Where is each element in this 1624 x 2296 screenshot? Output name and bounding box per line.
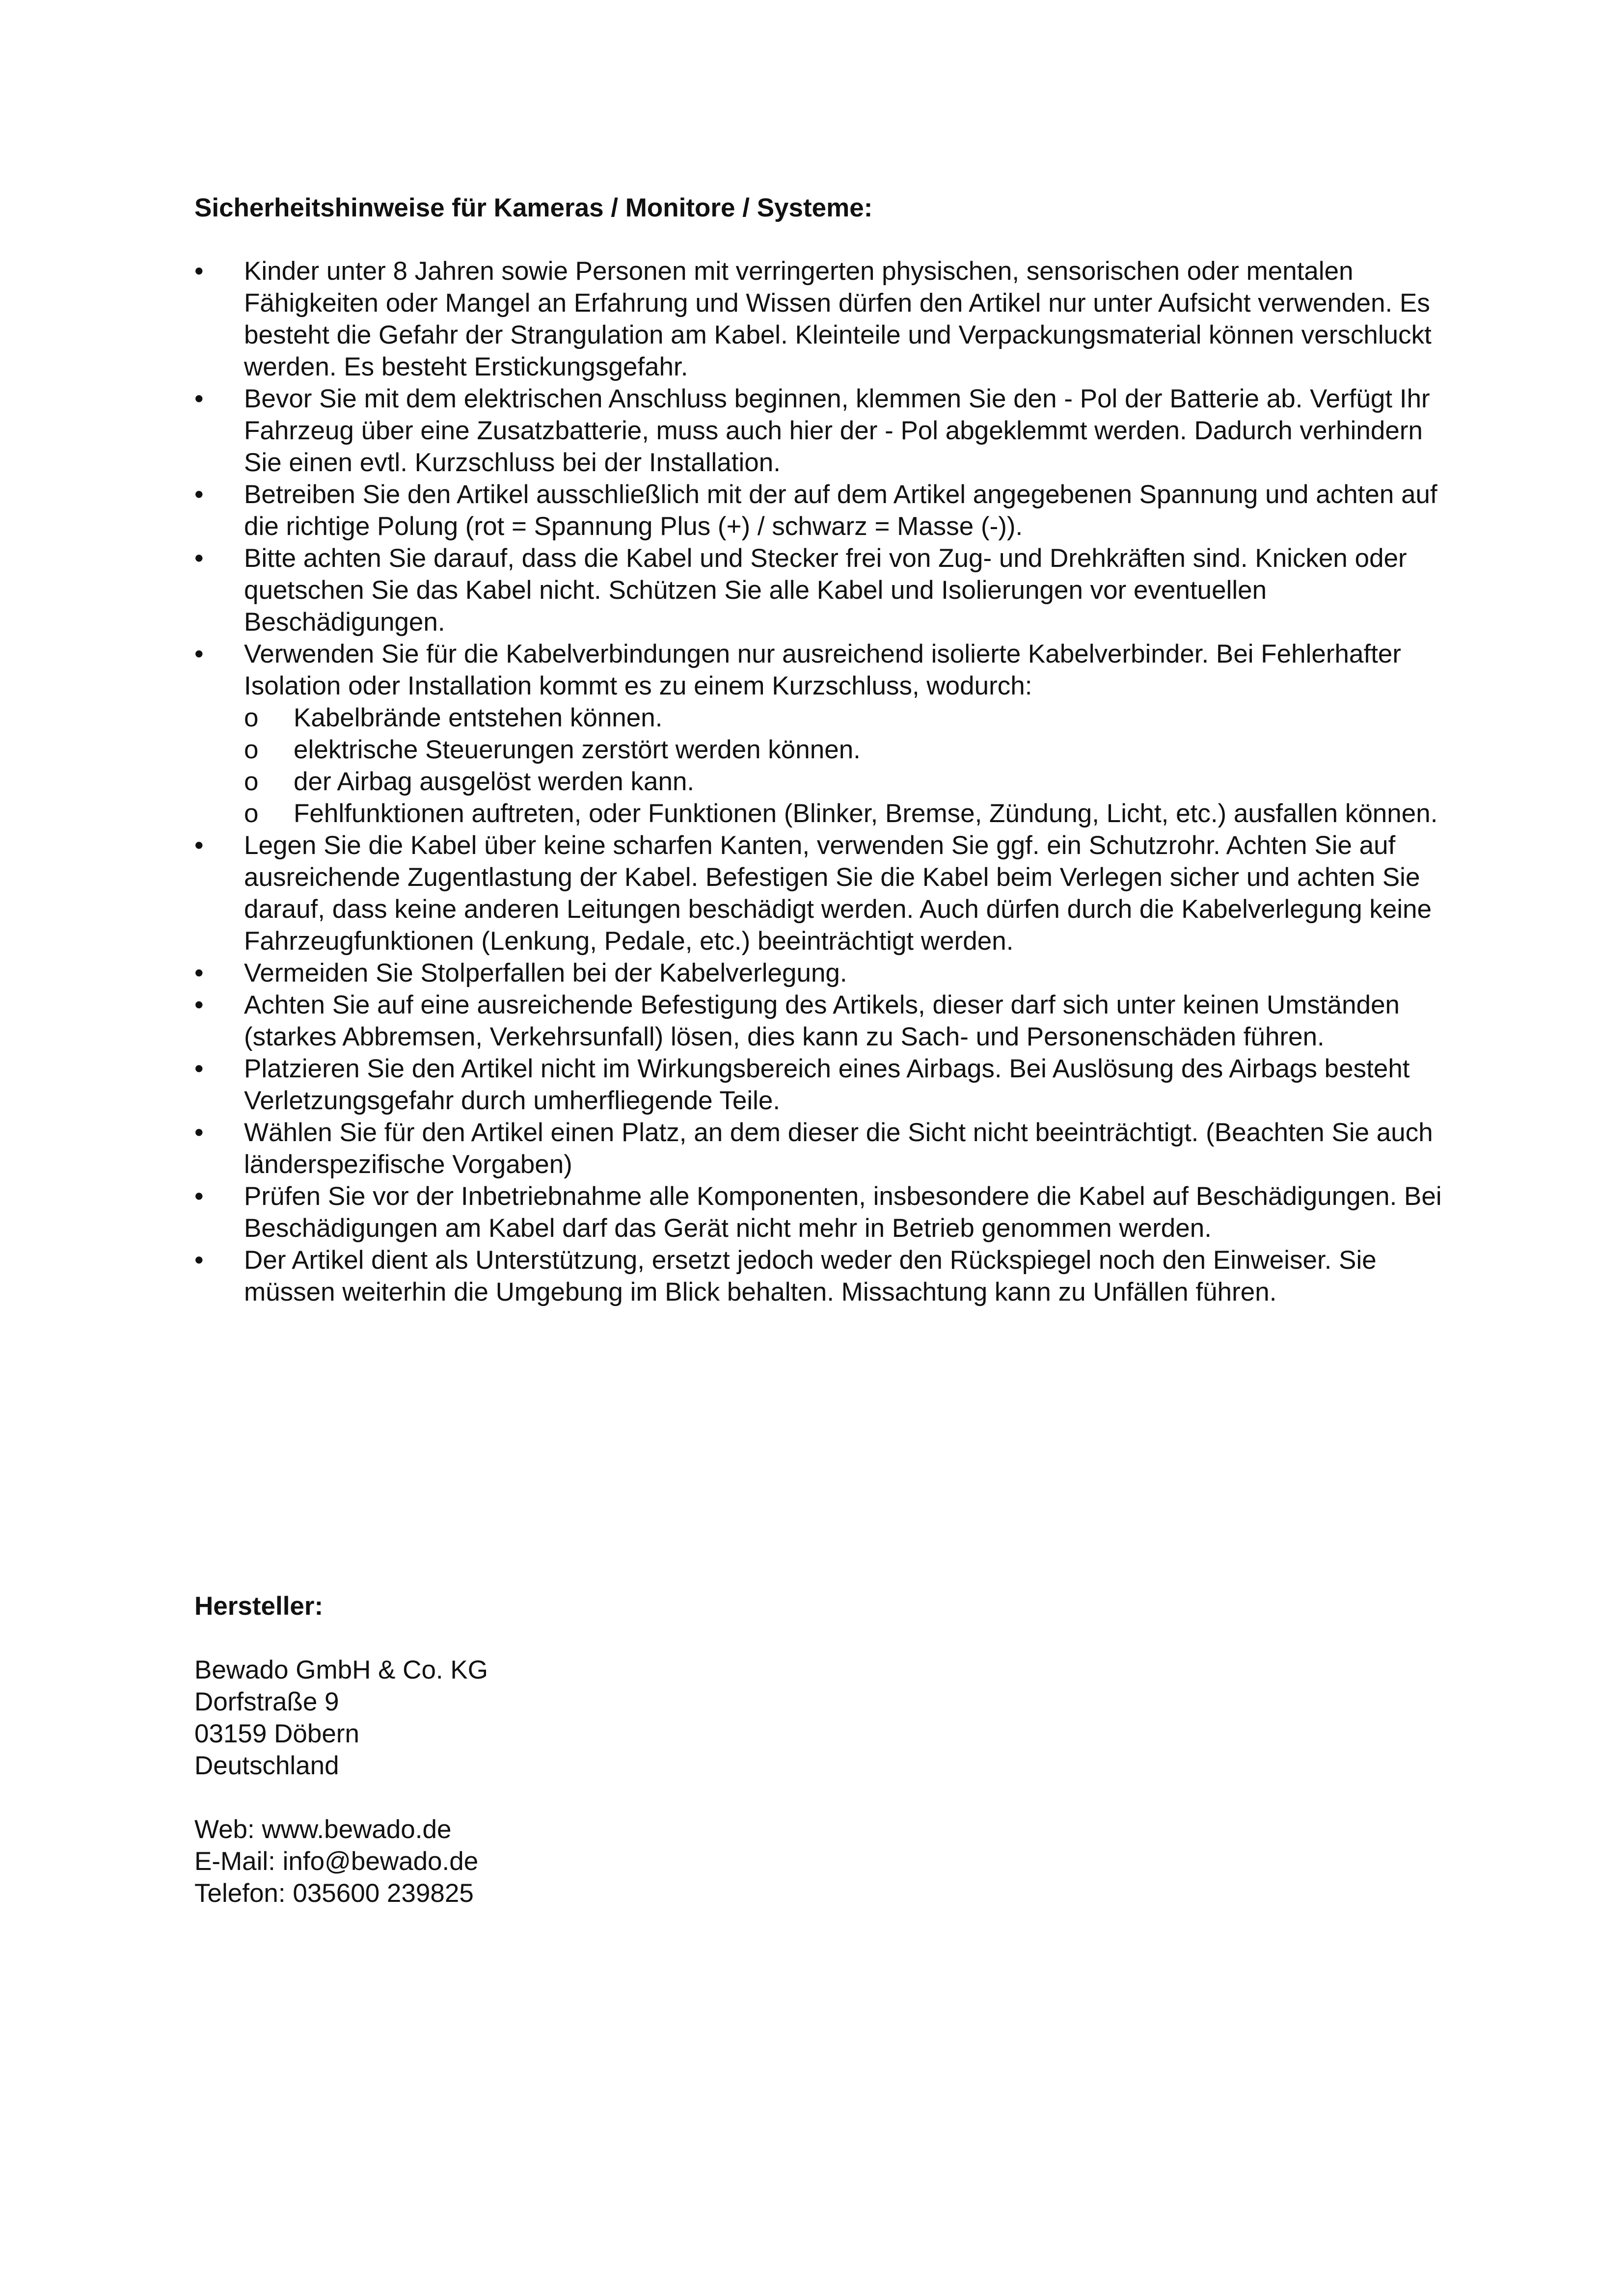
safety-item-text: Vermeiden Sie Stolperfallen bei der Kabelverlegung.: [244, 959, 847, 988]
country: Deutschland: [194, 1751, 339, 1780]
safety-item-text: Bitte achten Sie darauf, dass die Kabel und Stecker frei von Zug- und Drehkräften sind. Knicken oder quetschen Sie das Kabel nicht. Schützen Sie alle Kabel und Isolierungen vor eventuellen Beschädigungen.: [244, 544, 1407, 637]
company-name: Bewado GmbH & Co. KG: [194, 1655, 488, 1684]
safety-sub-list-item: [244, 766, 1451, 798]
safety-list-item: [194, 1180, 1451, 1244]
safety-list-item: [194, 829, 1451, 957]
safety-heading: Sicherheitshinweise für Kameras / Monitore / Systeme:: [194, 193, 873, 222]
phone-number: Telefon: 035600 239825: [194, 1879, 474, 1908]
safety-sub-item-text: der Airbag ausgelöst werden kann.: [294, 767, 695, 796]
safety-list: [194, 255, 1451, 1308]
safety-item-text: Wählen Sie für den Artikel einen Platz, an dem dieser die Sicht nicht beeinträchtigt. (Beachten Sie auch länderspezifische Vorgaben): [244, 1118, 1433, 1179]
safety-sub-list-item: [244, 702, 1451, 734]
safety-sub-list: [244, 702, 1451, 829]
postal-city: 03159 Döbern: [194, 1719, 359, 1748]
email-address: E-Mail: info@bewado.de: [194, 1847, 479, 1876]
safety-list-item: [194, 542, 1451, 638]
safety-item-text: Bevor Sie mit dem elektrischen Anschluss beginnen, klemmen Sie den - Pol der Batterie ab. Verfügt Ihr Fahrzeug über eine Zusatzbatterie, muss auch hier der - Pol abgeklemmt werden. Dadurch verhindern Sie einen evtl. Kurzschluss bei der Installation.: [244, 384, 1430, 477]
safety-list-item: [194, 1244, 1451, 1308]
safety-item-text: Der Artikel dient als Unterstützung, ersetzt jedoch weder den Rückspiegel noch den Einweiser. Sie müssen weiterhin die Umgebung im Blick behalten. Missachtung kann zu Unfällen führen.: [244, 1246, 1377, 1307]
bullet-marker: •: [194, 480, 204, 509]
safety-item-text: Verwenden Sie für die Kabelverbindungen nur ausreichend isolierte Kabelverbinder. Bei Fehlerhafter Isolation oder Installation kommt es zu einem Kurzschluss, wodurch:: [244, 640, 1402, 700]
bullet-marker: •: [194, 1054, 204, 1083]
bullet-marker: •: [194, 1246, 204, 1275]
sub-bullet-marker: o: [244, 767, 259, 796]
bullet-marker: •: [194, 1118, 204, 1147]
bullet-marker: •: [194, 544, 204, 573]
manufacturer-heading: Hersteller:: [194, 1592, 324, 1621]
safety-sub-item-text: Fehlfunktionen auftreten, oder Funktionen (Blinker, Bremse, Zündung, Licht, etc.) ausfallen können.: [294, 799, 1438, 828]
safety-sub-list-item: [244, 798, 1451, 829]
safety-item-text: Betreiben Sie den Artikel ausschließlich mit der auf dem Artikel angegebenen Spannung und achten auf die richtige Polung (rot = Spannung Plus (+) / schwarz = Masse (-)).: [244, 480, 1437, 541]
safety-item-text: Achten Sie auf eine ausreichende Befestigung des Artikels, dieser darf sich unter keinen Umständen (starkes Abbremsen, Verkehrsunfall) lösen, dies kann zu Sach- und Personenschäden führen.: [244, 990, 1400, 1051]
street-address: Dorfstraße 9: [194, 1687, 339, 1716]
bullet-marker: •: [194, 1182, 204, 1211]
manufacturer-section: [194, 1591, 980, 1909]
safety-list-item: [194, 989, 1451, 1053]
sub-bullet-marker: o: [244, 735, 259, 764]
safety-sub-item-text: elektrische Steuerungen zerstört werden können.: [294, 735, 861, 764]
safety-list-item: [194, 1117, 1451, 1180]
safety-list-item: [194, 383, 1451, 479]
safety-sub-list-item: [244, 734, 1451, 766]
safety-list-item: [194, 638, 1451, 829]
safety-sub-item-text: Kabelbrände entstehen können.: [294, 703, 663, 732]
bullet-marker: •: [194, 990, 204, 1019]
safety-item-text: Legen Sie die Kabel über keine scharfen Kanten, verwenden Sie ggf. ein Schutzrohr. Achten Sie auf ausreichende Zugentlastung der Kabel. Befestigen Sie die Kabel beim Verlegen sicher und achten Sie darauf, dass keine anderen Leitungen beschädigt werden. Auch dürfen durch die Kabelverlegung keine Fahrzeugfunktionen (Lenkung, Pedale, etc.) beeinträchtigt werden.: [244, 831, 1432, 956]
sub-bullet-marker: o: [244, 703, 259, 732]
spacer: [194, 1782, 980, 1814]
safety-list-item: [194, 957, 1451, 989]
safety-item-text: Kinder unter 8 Jahren sowie Personen mit verringerten physischen, sensorischen oder mentalen Fähigkeiten oder Mangel an Erfahrung und Wissen dürfen den Artikel nur unter Aufsicht verwenden. Es besteht die Gefahr der Strangulation am Kabel. Kleinteile und Verpackungsmaterial können verschluckt werden. Es besteht Erstickungsgefahr.: [244, 257, 1432, 381]
sub-bullet-marker: o: [244, 799, 259, 828]
spacer: [194, 1622, 980, 1654]
safety-notes-section: [194, 192, 1451, 1308]
safety-list-item: [194, 479, 1451, 542]
safety-list-item: [194, 255, 1451, 383]
bullet-marker: •: [194, 831, 204, 860]
safety-item-text: Prüfen Sie vor der Inbetriebnahme alle Komponenten, insbesondere die Kabel auf Beschädigungen. Bei Beschädigungen am Kabel darf das Gerät nicht mehr in Betrieb genommen werden.: [244, 1182, 1442, 1243]
safety-list-item: [194, 1053, 1451, 1117]
safety-item-text: Platzieren Sie den Artikel nicht im Wirkungsbereich eines Airbags. Bei Auslösung des Airbags besteht Verletzungsgefahr durch umherfliegende Teile.: [244, 1054, 1410, 1115]
web-address: Web: www.bewado.de: [194, 1815, 452, 1844]
bullet-marker: •: [194, 959, 204, 988]
bullet-marker: •: [194, 384, 204, 413]
bullet-marker: •: [194, 640, 204, 668]
bullet-marker: •: [194, 257, 204, 286]
